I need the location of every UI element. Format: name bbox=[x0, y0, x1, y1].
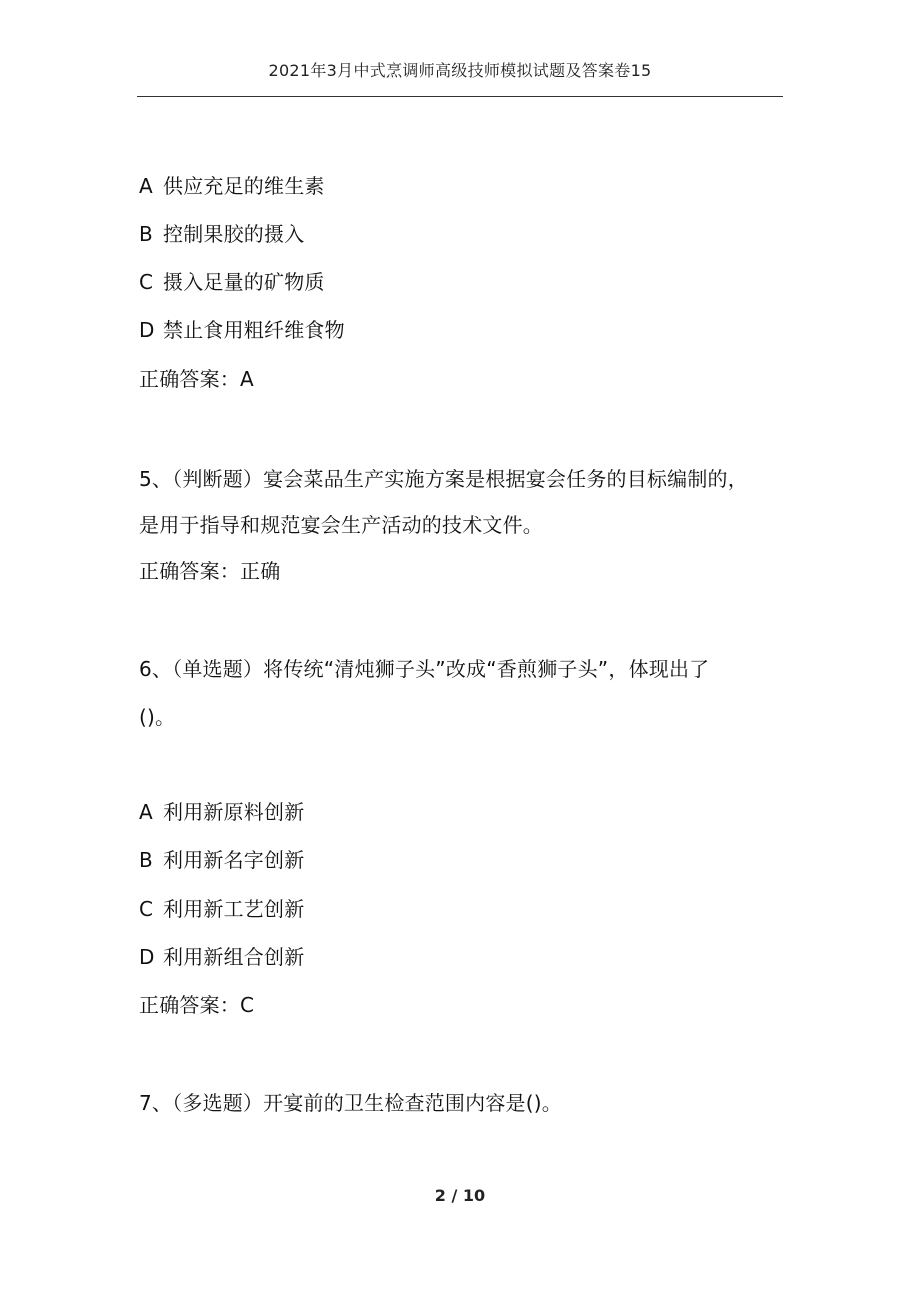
option-text: 摄入足量的矿物质 bbox=[163, 270, 325, 294]
q5-answer: 正确答案：正确 bbox=[139, 559, 281, 583]
q6-option-a bbox=[139, 798, 304, 826]
option-text: 利用新原料创新 bbox=[163, 800, 305, 824]
header-divider bbox=[137, 96, 783, 97]
option-letter: A bbox=[139, 800, 153, 824]
q6-option-c bbox=[139, 895, 304, 923]
q7-question-line-1: 7、（多选题）开宴前的卫生检查范围内容是()。 bbox=[139, 1091, 562, 1115]
option-text: 利用新名字创新 bbox=[163, 848, 305, 872]
q6-option-b bbox=[139, 846, 304, 874]
q6-question-line-2: ()。 bbox=[139, 705, 176, 729]
option-text: 利用新组合创新 bbox=[163, 945, 305, 969]
option-letter: B bbox=[139, 848, 153, 872]
q4-answer: 正确答案：A bbox=[139, 367, 254, 391]
option-text: 禁止食用粗纤维食物 bbox=[163, 318, 345, 342]
option-text: 供应充足的维生素 bbox=[163, 174, 325, 198]
option-text: 控制果胶的摄入 bbox=[163, 222, 305, 246]
q4-option-d bbox=[139, 316, 345, 344]
page-number: 2 / 10 bbox=[434, 1186, 486, 1205]
option-letter: D bbox=[139, 945, 155, 969]
option-text: 利用新工艺创新 bbox=[163, 897, 305, 921]
option-letter: C bbox=[139, 270, 154, 294]
q4-option-b bbox=[139, 220, 304, 248]
q6-question-line-1: 6、（单选题）将传统“清炖狮子头”改成“香煎狮子头”，体现出了 bbox=[139, 657, 710, 681]
q4-option-a bbox=[139, 172, 325, 200]
q6-answer: 正确答案：C bbox=[139, 993, 255, 1017]
option-letter: C bbox=[139, 897, 154, 921]
option-letter: A bbox=[139, 174, 153, 198]
page-header-title: 2021年3月中式烹调师高级技师模拟试题及答案卷15 bbox=[268, 61, 652, 80]
option-letter: B bbox=[139, 222, 153, 246]
q4-option-c bbox=[139, 268, 325, 296]
q5-question-line-1: 5、（判断题）宴会菜品生产实施方案是根据宴会任务的目标编制的， bbox=[139, 467, 748, 491]
option-letter: D bbox=[139, 318, 155, 342]
q5-question-line-2: 是用于指导和规范宴会生产活动的技术文件。 bbox=[139, 513, 543, 537]
q6-option-d bbox=[139, 943, 304, 971]
